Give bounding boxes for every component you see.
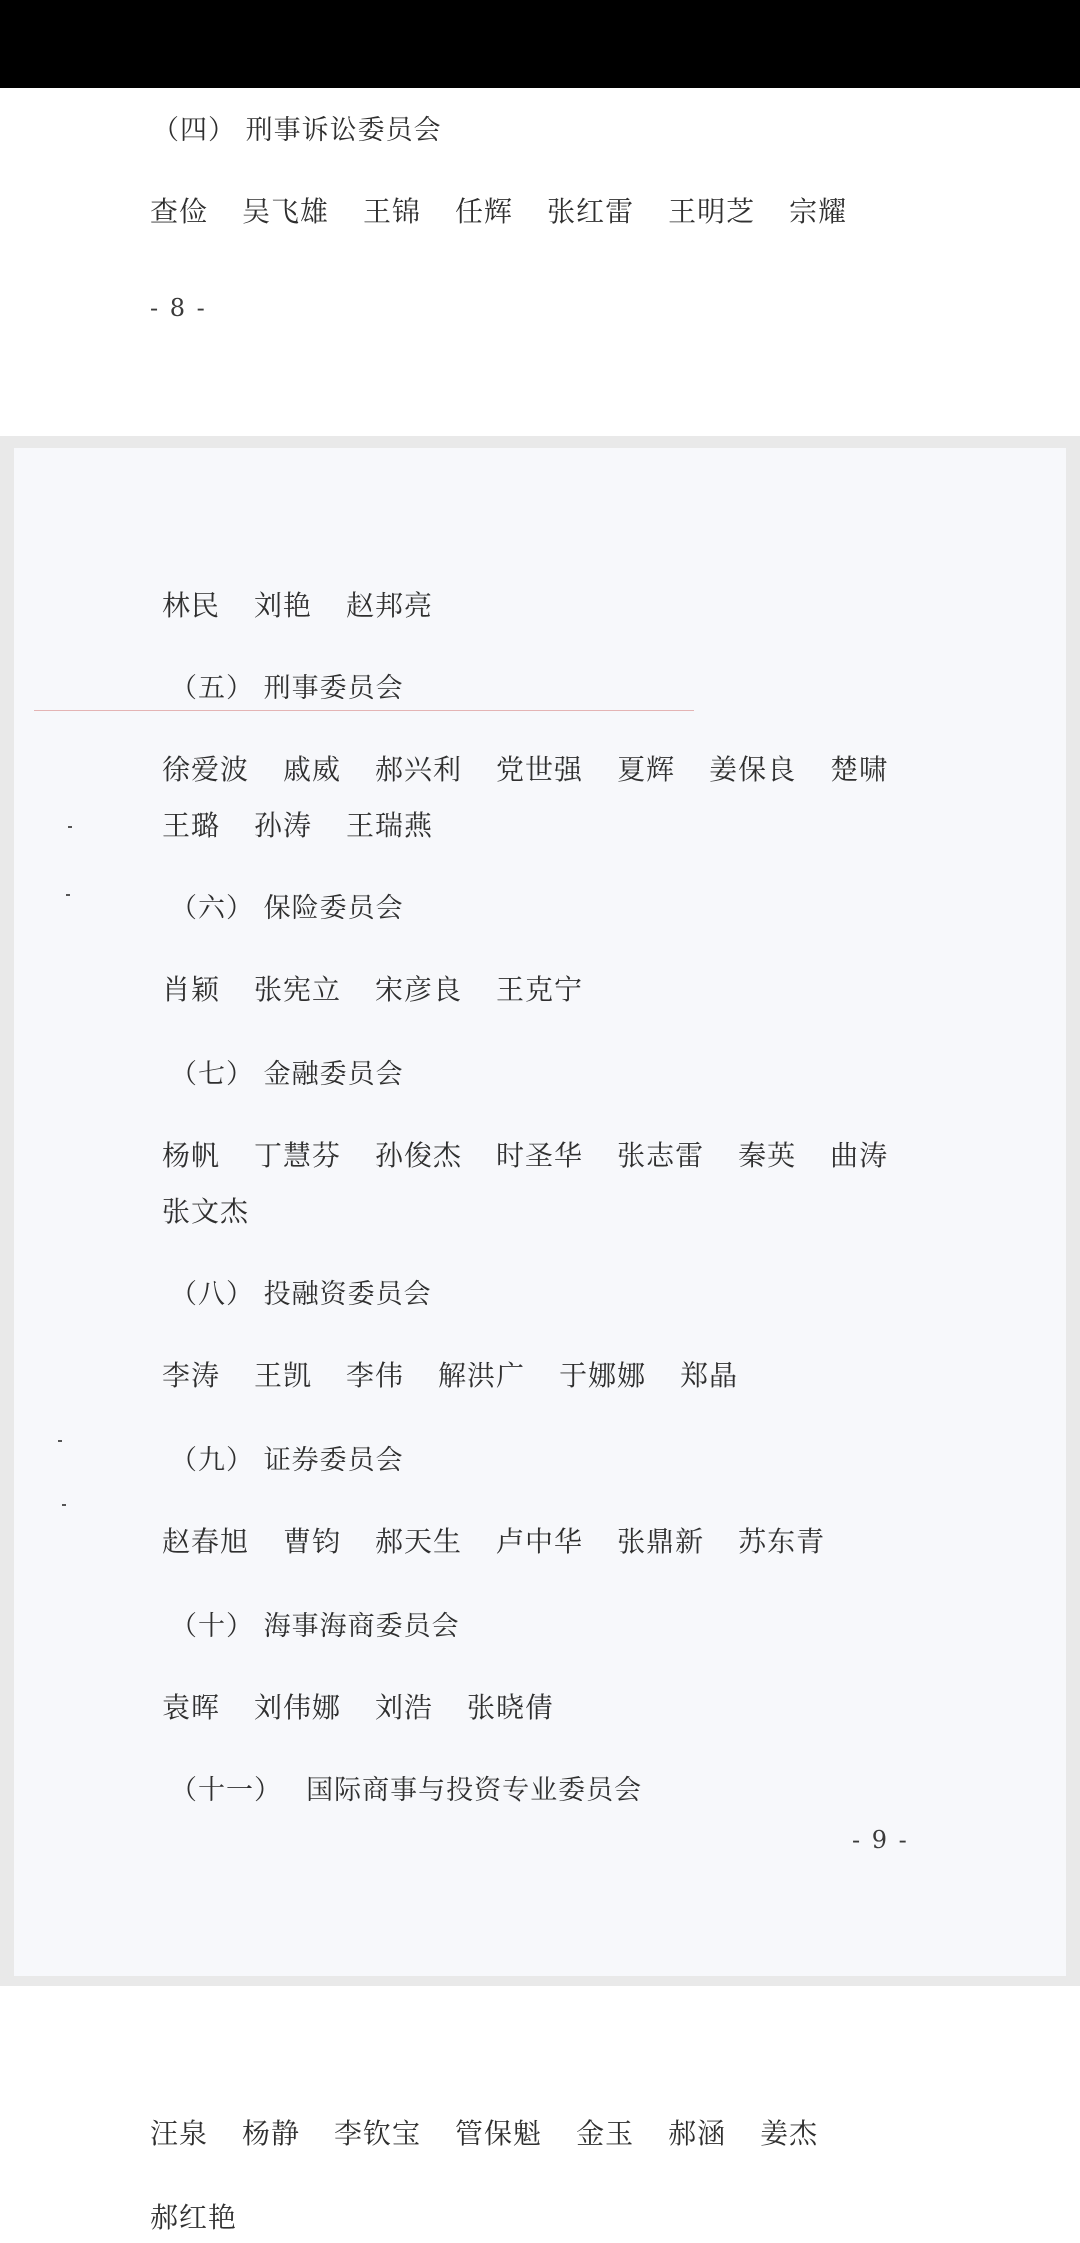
member-name: 党世强: [496, 753, 584, 786]
member-name: 杨帆: [162, 1139, 221, 1172]
member-name: 姜保良: [709, 753, 797, 786]
member-name: 郑晶: [680, 1359, 739, 1392]
member-name: 王克宁: [496, 973, 584, 1006]
member-list-10: [162, 1686, 554, 1726]
member-name: 解洪广: [438, 1359, 526, 1392]
member-list-9: [162, 1520, 825, 1560]
member-name: 吴飞雄: [242, 195, 330, 228]
document-page-8: [0, 88, 1080, 436]
member-name: 夏辉: [617, 753, 676, 786]
member-list-6: [162, 968, 583, 1008]
member-name: 王瑞燕: [346, 809, 434, 842]
page-number: - 9 -: [852, 1826, 909, 1854]
committee-heading-10: （十） 海事海商委员会: [170, 1611, 460, 1642]
member-list-5-row1: [162, 748, 888, 788]
member-list-7-row1: [162, 1134, 888, 1174]
member-name: 袁晖: [162, 1691, 221, 1724]
member-name: 宋彦良: [375, 973, 463, 1006]
member-name: 汪泉: [150, 2117, 209, 2150]
member-name: 王璐: [162, 809, 221, 842]
member-name: 孙俊杰: [375, 1139, 463, 1172]
scan-speck: [66, 894, 70, 896]
member-name: 张宪立: [254, 973, 342, 1006]
member-name: 郝兴利: [375, 753, 463, 786]
committee-heading-6: （六） 保险委员会: [170, 893, 404, 924]
scan-speck: [58, 1440, 62, 1442]
member-name: 郝天生: [375, 1525, 463, 1558]
member-name: 杨静: [242, 2117, 301, 2150]
member-name: 姜杰: [760, 2117, 819, 2150]
member-name: 刘艳: [254, 589, 313, 622]
member-name: 秦英: [738, 1139, 797, 1172]
member-name: 赵邦亮: [346, 589, 434, 622]
member-name: 丁慧芬: [254, 1139, 342, 1172]
member-name: 张晓倩: [467, 1691, 555, 1724]
member-name: 张志雷: [617, 1139, 705, 1172]
member-name: 管保魁: [455, 2117, 543, 2150]
member-name: 查俭: [150, 195, 209, 228]
member-name: 李涛: [162, 1359, 221, 1392]
member-name: 于娜娜: [559, 1359, 647, 1392]
committee-heading-8: （八） 投融资委员会: [170, 1279, 432, 1310]
member-name: 刘伟娜: [254, 1691, 342, 1724]
member-name: 任辉: [455, 195, 514, 228]
member-name: 赵春旭: [162, 1525, 250, 1558]
member-name: 戚威: [283, 753, 342, 786]
committee-heading-7: （七） 金融委员会: [170, 1059, 404, 1090]
member-name: 楚啸: [830, 753, 889, 786]
member-list-7-row2: [162, 1190, 249, 1230]
scan-speck: [68, 826, 72, 828]
member-name: 王明芝: [668, 195, 756, 228]
committee-heading-9: （九） 证券委员会: [170, 1445, 404, 1476]
member-name: 李钦宝: [334, 2117, 422, 2150]
member-name: 张红雷: [547, 195, 635, 228]
member-list-5-row2: [162, 804, 433, 844]
member-list-11-row1: [150, 2112, 818, 2152]
divider-line: [34, 710, 694, 711]
member-name: 林民: [162, 589, 221, 622]
document-page-10: [0, 1986, 1080, 2243]
member-list-4: [150, 190, 847, 230]
member-list-4-continued: [162, 584, 433, 624]
member-name: 张鼎新: [617, 1525, 705, 1558]
member-name: 苏东青: [738, 1525, 826, 1558]
committee-heading-5: （五） 刑事委员会: [170, 673, 404, 704]
member-name: 徐爱波: [162, 753, 250, 786]
member-name: 卢中华: [496, 1525, 584, 1558]
member-name: 郝涵: [668, 2117, 727, 2150]
member-name: 宗耀: [789, 195, 848, 228]
member-name: 张文杰: [162, 1195, 250, 1228]
member-name: 曹钧: [283, 1525, 342, 1558]
member-name: 孙涛: [254, 809, 313, 842]
member-name: 王锦: [363, 195, 422, 228]
status-bar: [0, 0, 1080, 88]
member-name: 金玉: [576, 2117, 635, 2150]
member-name: 曲涛: [830, 1139, 889, 1172]
member-name: 肖颖: [162, 973, 221, 1006]
member-name: 王凯: [254, 1359, 313, 1392]
member-list-11-row2: [150, 2196, 237, 2236]
document-page-9: [14, 448, 1066, 1976]
member-name: 郝红艳: [150, 2201, 238, 2234]
member-name: 李伟: [346, 1359, 405, 1392]
page-number: - 8 -: [150, 294, 207, 322]
member-name: 时圣华: [496, 1139, 584, 1172]
member-name: 刘浩: [375, 1691, 434, 1724]
scan-speck: [62, 1504, 66, 1506]
committee-heading-4: （四） 刑事诉讼委员会: [152, 115, 442, 146]
committee-heading-11: （十一） 国际商事与投资专业委员会: [170, 1775, 643, 1806]
member-list-8: [162, 1354, 738, 1394]
